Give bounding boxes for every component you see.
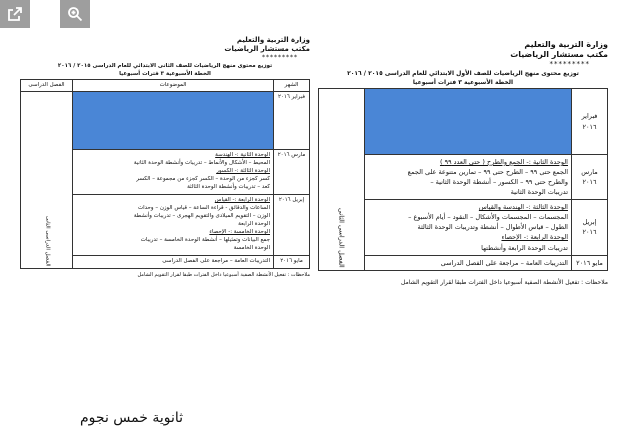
month-cell: إبريل ٢٠١٦	[274, 195, 310, 256]
unit-title: الوحدة الثانية :- الجمع والطرح ( حتى العدد ٩٩ )	[439, 158, 568, 166]
month-cell: مايو ٢٠١٦	[572, 255, 608, 270]
topics-cell	[73, 256, 274, 269]
topic-line: الساعات والدقائق - قراءة الساعة – قياس الوزن – وحدات	[137, 205, 270, 212]
topics-cell	[73, 195, 274, 256]
stars-line: *********	[549, 60, 590, 68]
unit-title: الوحدة الثانية :- الهندسة	[215, 152, 270, 159]
topics-cell	[365, 255, 572, 270]
unit-title: الوحدة الرابعة :- القياس	[214, 197, 270, 204]
table-row	[319, 89, 608, 155]
topic-line: الوحدة الرابعة	[238, 221, 270, 228]
plan-title: توزيع محتوى منهج الرياضيات للصف الثانى الابتدائي للعام الدراسى ٢٠١٥ / ٢٠١٦	[57, 62, 273, 69]
plan-table	[20, 79, 310, 270]
month-cell: مارس ٢٠١٦	[274, 150, 310, 195]
office-heading: مكتب مستشار الرياضيات	[224, 44, 310, 53]
topic-line: جمع البيانات وتمثيلها – أنشطة الوحدة الخامسة – تدريبات	[140, 237, 270, 244]
zoom-in-button[interactable]	[60, 0, 90, 28]
topic-line: الوزن – التقويم الميلادى والتقويم الهجرى – تدريبات وأنشطة	[133, 213, 270, 220]
topic-line: المجسمات – المجسمات والأشكال – النقود – أيام الأسبوع –	[408, 213, 568, 222]
semester-cell: الفصل الدراسى الثانى	[21, 92, 73, 269]
unit-title: الوحدة الرابعة :- الإحصاء	[501, 233, 568, 242]
topic-line: المحيط – الأشكال والأنماط – تدريبات وأنشطة الوحدة الثانية	[133, 160, 270, 167]
topic-line: كسر كجزء من الوحدة – الكسر كجزء من مجموعة – الكسر	[136, 176, 270, 183]
external-link-icon	[7, 6, 23, 22]
weekly-plan-label: الخطة الأسبوعية ٣ فترات أسبوعيا	[412, 79, 514, 86]
topic-line: الطول – قياس الأطوال – أنشطة وتدريبات الوحدة الثالثة	[417, 223, 568, 232]
weekly-plan-label: الخطة الأسبوعية ٣ فترات أسبوعيا	[119, 70, 211, 77]
topic-line: كعد – تدريبات وأنشطة الوحدة الثالثة	[187, 184, 270, 191]
highlighted-cell	[365, 89, 572, 155]
topics-cell	[365, 200, 572, 255]
unit-title: الوحدة الثالثة :- الكسور	[216, 168, 270, 175]
open-external-button[interactable]	[0, 0, 30, 28]
plan-title: توزيع محتوى منهج الرياضيات للصف الأول الابتدائي للعام الدراسى ٢٠١٥ / ٢٠١٦	[347, 70, 579, 77]
topic-line: تدريبات الوحدة الثانية	[510, 188, 568, 197]
notes-line: ملاحظات : تفعيل الأنشطة الصفية أسبوعيا داخل الفترات طبقا لقرار التقويم الشامل	[401, 278, 608, 286]
unit-title: الوحدة الثالثة :- الهندسة والقياس	[478, 203, 568, 212]
semester-cell: الفصل الدراسى الثانى	[319, 89, 365, 271]
topic-line: التدريبات العامة – مراجعة على الفصل الدراسى	[440, 258, 568, 267]
table-row	[21, 92, 310, 150]
image-caption: ثانوية خمس نجوم	[80, 410, 184, 426]
document-grade2	[20, 36, 310, 278]
month-cell: مارس ٢٠١٦	[572, 155, 608, 200]
image-toolbar	[0, 0, 628, 30]
topics-cell	[73, 150, 274, 195]
month-cell: إبريل ٢٠١٦	[572, 200, 608, 255]
topic-line: تدريبات الوحدة الرابعة وأنشطتها	[481, 243, 568, 252]
office-heading: مكتب مستشار الرياضيات	[510, 50, 608, 59]
col-month-header: الشهر	[274, 79, 310, 92]
stars-line: *********	[262, 53, 298, 61]
document-grade1	[318, 40, 608, 286]
plan-table	[318, 88, 608, 271]
topic-line: والطرح حتى ٩٩ – الكسور – أنشطة الوحدة الثانية –	[430, 178, 568, 187]
month-cell: فبراير ٢٠١٦	[274, 92, 310, 150]
month-cell: فبراير ٢٠١٦	[572, 89, 608, 155]
zoom-in-icon	[67, 6, 83, 22]
highlighted-cell	[73, 92, 274, 150]
topics-cell	[365, 155, 572, 200]
table-header-row	[21, 79, 310, 92]
month-cell: مايو ٢٠١٦	[274, 256, 310, 269]
topic-line: الوحدة الخامسة	[233, 245, 270, 252]
ministry-heading: وزارة التربية والتعليم	[236, 36, 310, 44]
topic-line: الجمع حتى ٩٩ – الطرح حتى ٩٩ – تمارين متنوعة على الجمع	[407, 168, 568, 177]
col-topics-header: الموضوعات	[73, 79, 274, 92]
topic-line: التدريبات العامة – مراجعة على الفصل الدراسى	[162, 258, 270, 265]
ministry-heading: وزارة التربية والتعليم	[524, 40, 608, 49]
col-semester-header: الفصل الدراسى	[21, 79, 73, 92]
unit-title: الوحدة الخامسة :- الإحصاء	[209, 229, 270, 236]
notes-line: ملاحظات : تفعيل الأنشطة الصفية أسبوعيا داخل الفترات طبقا لقرار التقويم الشامل	[137, 272, 310, 279]
